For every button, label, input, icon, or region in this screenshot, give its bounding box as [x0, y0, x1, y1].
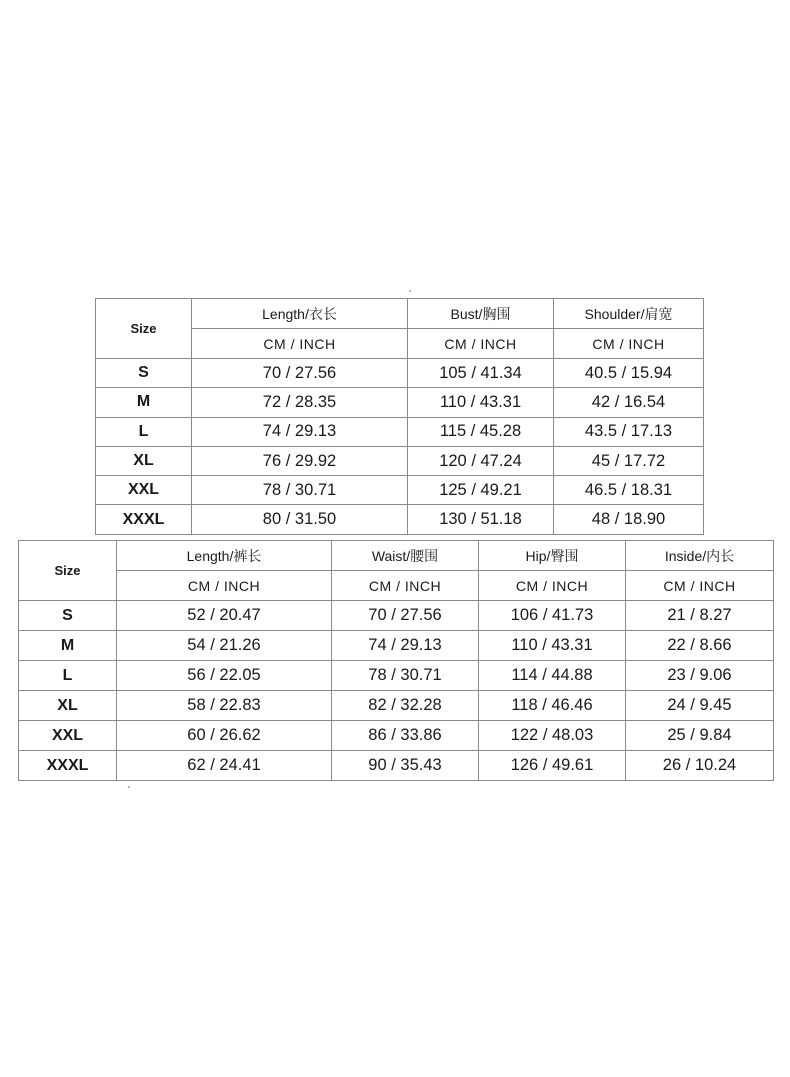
unit-label: CM / INCH: [332, 571, 479, 601]
measurement-cell: 62 / 24.41: [117, 751, 332, 781]
size-cell: XL: [96, 446, 192, 475]
unit-label: CM / INCH: [479, 571, 626, 601]
table-row: [96, 446, 704, 475]
table-row: [19, 661, 774, 691]
measurement-cell: 26 / 10.24: [626, 751, 774, 781]
measurement-cell: 43.5 / 17.13: [554, 417, 704, 446]
measurement-cell: 42 / 16.54: [554, 388, 704, 417]
column-header-length: Length/裤长: [117, 541, 332, 571]
measurement-cell: 118 / 46.46: [479, 691, 626, 721]
measurement-cell: 24 / 9.45: [626, 691, 774, 721]
size-header: Size: [19, 541, 117, 601]
table-row: [19, 601, 774, 631]
table-row: [96, 505, 704, 534]
size-cell: M: [19, 631, 117, 661]
measurement-cell: 106 / 41.73: [479, 601, 626, 631]
unit-label: CM / INCH: [192, 329, 408, 359]
measurement-cell: 126 / 49.61: [479, 751, 626, 781]
measurement-cell: 22 / 8.66: [626, 631, 774, 661]
measurement-cell: 125 / 49.21: [408, 476, 554, 505]
measurement-cell: 48 / 18.90: [554, 505, 704, 534]
size-cell: L: [96, 417, 192, 446]
measurement-cell: 23 / 9.06: [626, 661, 774, 691]
size-cell: XL: [19, 691, 117, 721]
measurement-cell: 70 / 27.56: [192, 359, 408, 388]
unit-label: CM / INCH: [117, 571, 332, 601]
unit-row: [19, 571, 774, 601]
size-cell: XXL: [19, 721, 117, 751]
measurement-cell: 58 / 22.83: [117, 691, 332, 721]
size-cell: M: [96, 388, 192, 417]
measurement-cell: 45 / 17.72: [554, 446, 704, 475]
measurement-cell: 80 / 31.50: [192, 505, 408, 534]
column-header-bust: Bust/胸围: [408, 299, 554, 329]
measurement-cell: 78 / 30.71: [332, 661, 479, 691]
column-header-inside: Inside/内长: [626, 541, 774, 571]
size-cell: XXL: [96, 476, 192, 505]
column-header-waist: Waist/腰围: [332, 541, 479, 571]
measurement-cell: 56 / 22.05: [117, 661, 332, 691]
size-cell: XXXL: [19, 751, 117, 781]
unit-label: CM / INCH: [408, 329, 554, 359]
measurement-cell: 74 / 29.13: [192, 417, 408, 446]
speck-mark: [409, 290, 411, 292]
measurement-cell: 46.5 / 18.31: [554, 476, 704, 505]
measurement-cell: 70 / 27.56: [332, 601, 479, 631]
measurement-cell: 82 / 32.28: [332, 691, 479, 721]
unit-label: CM / INCH: [554, 329, 704, 359]
header-row: [19, 541, 774, 571]
measurement-cell: 120 / 47.24: [408, 446, 554, 475]
size-cell: S: [19, 601, 117, 631]
table-row: [96, 417, 704, 446]
size-cell: S: [96, 359, 192, 388]
table-row: [19, 751, 774, 781]
bottom-size-chart-table: [18, 540, 774, 781]
unit-label: CM / INCH: [626, 571, 774, 601]
table-row: [96, 476, 704, 505]
measurement-cell: 86 / 33.86: [332, 721, 479, 751]
measurement-cell: 122 / 48.03: [479, 721, 626, 751]
measurement-cell: 105 / 41.34: [408, 359, 554, 388]
measurement-cell: 21 / 8.27: [626, 601, 774, 631]
measurement-cell: 115 / 45.28: [408, 417, 554, 446]
measurement-cell: 78 / 30.71: [192, 476, 408, 505]
measurement-cell: 110 / 43.31: [408, 388, 554, 417]
column-header-shoulder: Shoulder/肩宽: [554, 299, 704, 329]
header-row: [96, 299, 704, 329]
table-row: [19, 691, 774, 721]
size-cell: L: [19, 661, 117, 691]
measurement-cell: 74 / 29.13: [332, 631, 479, 661]
measurement-cell: 110 / 43.31: [479, 631, 626, 661]
top-size-chart-table: [95, 298, 704, 535]
column-header-hip: Hip/臀围: [479, 541, 626, 571]
measurement-cell: 52 / 20.47: [117, 601, 332, 631]
measurement-cell: 60 / 26.62: [117, 721, 332, 751]
table-row: [96, 359, 704, 388]
table-row: [96, 388, 704, 417]
size-header: Size: [96, 299, 192, 359]
table-row: [19, 631, 774, 661]
measurement-cell: 130 / 51.18: [408, 505, 554, 534]
table-row: [19, 721, 774, 751]
measurement-cell: 114 / 44.88: [479, 661, 626, 691]
measurement-cell: 72 / 28.35: [192, 388, 408, 417]
measurement-cell: 76 / 29.92: [192, 446, 408, 475]
speck-mark: [128, 786, 130, 788]
measurement-cell: 90 / 35.43: [332, 751, 479, 781]
measurement-cell: 54 / 21.26: [117, 631, 332, 661]
column-header-length: Length/衣长: [192, 299, 408, 329]
measurement-cell: 40.5 / 15.94: [554, 359, 704, 388]
size-cell: XXXL: [96, 505, 192, 534]
measurement-cell: 25 / 9.84: [626, 721, 774, 751]
